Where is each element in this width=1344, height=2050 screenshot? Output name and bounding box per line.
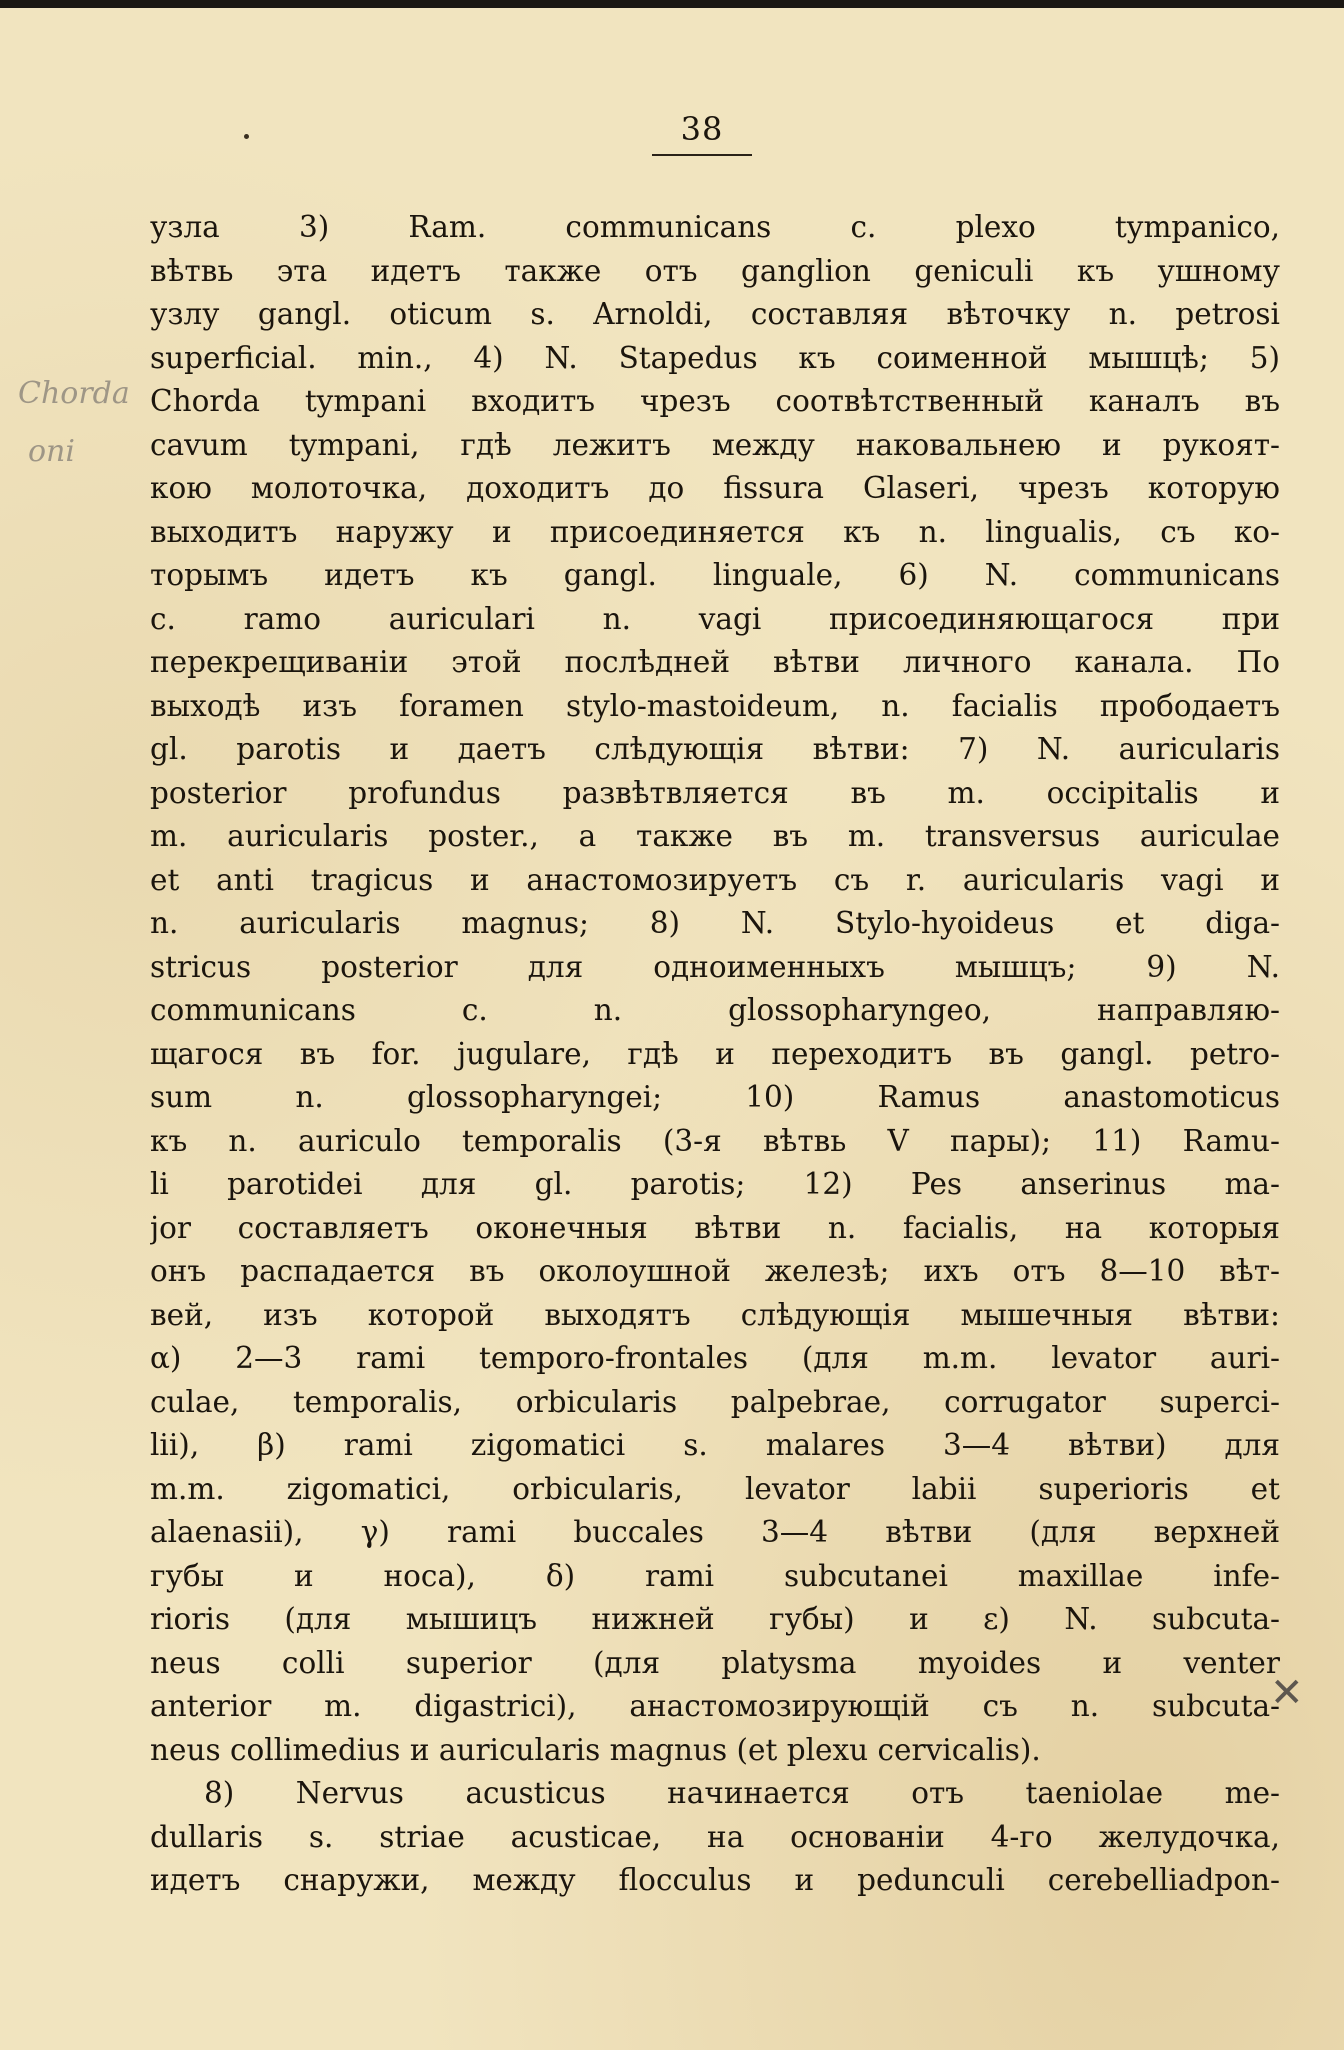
text-line: выходитъ наружу и присоединяется къ n. lingualis, съ ко- <box>150 514 1280 549</box>
text-line: перекрещиваніи этой послѣдней вѣтви личного канала. По <box>150 645 1280 679</box>
text-line: gl. parotis и даетъ слѣдующія вѣтви: 7) N. auricularis <box>150 732 1280 766</box>
text-line: communicans c. n. glossopharyngeo, направляю- <box>150 993 1280 1027</box>
text-line: Chorda tympani входитъ чрезъ соотвѣтственный каналъ въ <box>150 384 1280 418</box>
text-line: et anti tragicus и анастомозируетъ съ r. auricularis vagi и <box>150 862 1280 897</box>
margin-note-handwritten: Chorda <box>18 376 130 411</box>
text-line: n. auricularis magnus; 8) N. Stylo-hyoideus et diga- <box>150 906 1280 940</box>
pencil-x-mark-icon: ✕ <box>1270 1670 1304 1716</box>
text-line: узла 3) Ram. communicans c. plexo tympanico, <box>150 210 1280 244</box>
text-line: 8) Nervus acusticus начинается отъ taeniolae me- <box>204 1776 1280 1810</box>
text-line: dullaris s. striae acusticae, на основаніи 4-го желудочка, <box>150 1819 1280 1854</box>
text-line: узлу gangl. oticum s. Arnoldi, составляя вѣточку n. petrosi <box>150 297 1280 331</box>
text-line: culae, temporalis, orbicularis palpebrae, corrugator superci- <box>150 1384 1280 1419</box>
text-line: α) 2—3 rami temporo-frontales (для m.m. levator auri- <box>150 1341 1280 1375</box>
text-line: rioris (для мышицъ нижней губы) и ε) N. subcuta- <box>150 1602 1280 1636</box>
text-line: m.m. zigomatici, orbicularis, levator labii superioris et <box>150 1471 1280 1506</box>
ink-dot <box>244 134 249 139</box>
body-text <box>150 206 1280 1903</box>
margin-note-handwritten: oni <box>28 434 75 469</box>
text-line: щагося въ for. jugulare, гдѣ и переходитъ въ gangl. petro- <box>150 1036 1280 1071</box>
text-line: neus collimedius и auricularis magnus (et plexu cervicalis). <box>150 1732 1041 1767</box>
text-line: posterior profundus развѣтвляется въ m. occipitalis и <box>150 775 1280 810</box>
text-line: онъ распадается въ околоушной железѣ; ихъ отъ 8—10 вѣт- <box>150 1254 1280 1288</box>
text-line: superficial. min., 4) N. Stapedus къ соименной мышцѣ; 5) <box>150 340 1280 375</box>
text-line: sum n. glossopharyngei; 10) Ramus anastomoticus <box>150 1080 1280 1114</box>
text-line: li parotidei для gl. parotis; 12) Pes anserinus ma- <box>150 1167 1280 1201</box>
page-number-rule <box>652 154 752 156</box>
text-line: anterior m. digastrici), анастомозирующій съ n. subcuta- <box>150 1689 1280 1723</box>
text-line: идетъ снаружи, между flocculus и pedunculi cerebelliadpon- <box>150 1863 1280 1897</box>
text-line: губы и носа), δ) rami subcutanei maxillae infe- <box>150 1558 1280 1593</box>
text-line: вей, изъ которой выходятъ слѣдующія мышечныя вѣтви: <box>150 1297 1280 1332</box>
text-line: cavum tympani, гдѣ лежитъ между наковальнею и рукоят- <box>150 427 1280 462</box>
page-number: 38 <box>680 110 724 148</box>
text-line: вѣтвь эта идетъ также отъ ganglion geniculi къ ушному <box>150 253 1280 288</box>
text-line: c. ramo auriculari n. vagi присоединяющагося при <box>150 601 1280 636</box>
text-line: кою молоточка, доходитъ до fissura Glaseri, чрезъ которую <box>150 471 1280 505</box>
text-line: m. auricularis poster., а также въ m. transversus auriculae <box>150 819 1280 853</box>
text-line: lii), β) rami zigomatici s. malares 3—4 вѣтви) для <box>150 1428 1280 1462</box>
text-line: торымъ идетъ къ gangl. linguale, 6) N. communicans <box>150 558 1280 592</box>
text-line: neus colli superior (для platysma myoides и venter <box>150 1645 1280 1680</box>
text-line: stricus posterior для одноименныхъ мышцъ; 9) N. <box>150 949 1280 984</box>
scan-top-edge <box>0 0 1344 8</box>
book-page <box>0 8 1344 2050</box>
text-line: къ n. auriculo temporalis (3-я вѣтвь V пары); 11) Ramu- <box>150 1123 1280 1158</box>
text-line: alaenasii), γ) rami buccales 3—4 вѣтви (для верхней <box>150 1515 1280 1549</box>
text-line: jor составляетъ оконечныя вѣтви n. facialis, на которыя <box>150 1210 1280 1245</box>
text-line: выходѣ изъ foramen stylo-mastoideum, n. facialis прободаетъ <box>150 688 1280 723</box>
